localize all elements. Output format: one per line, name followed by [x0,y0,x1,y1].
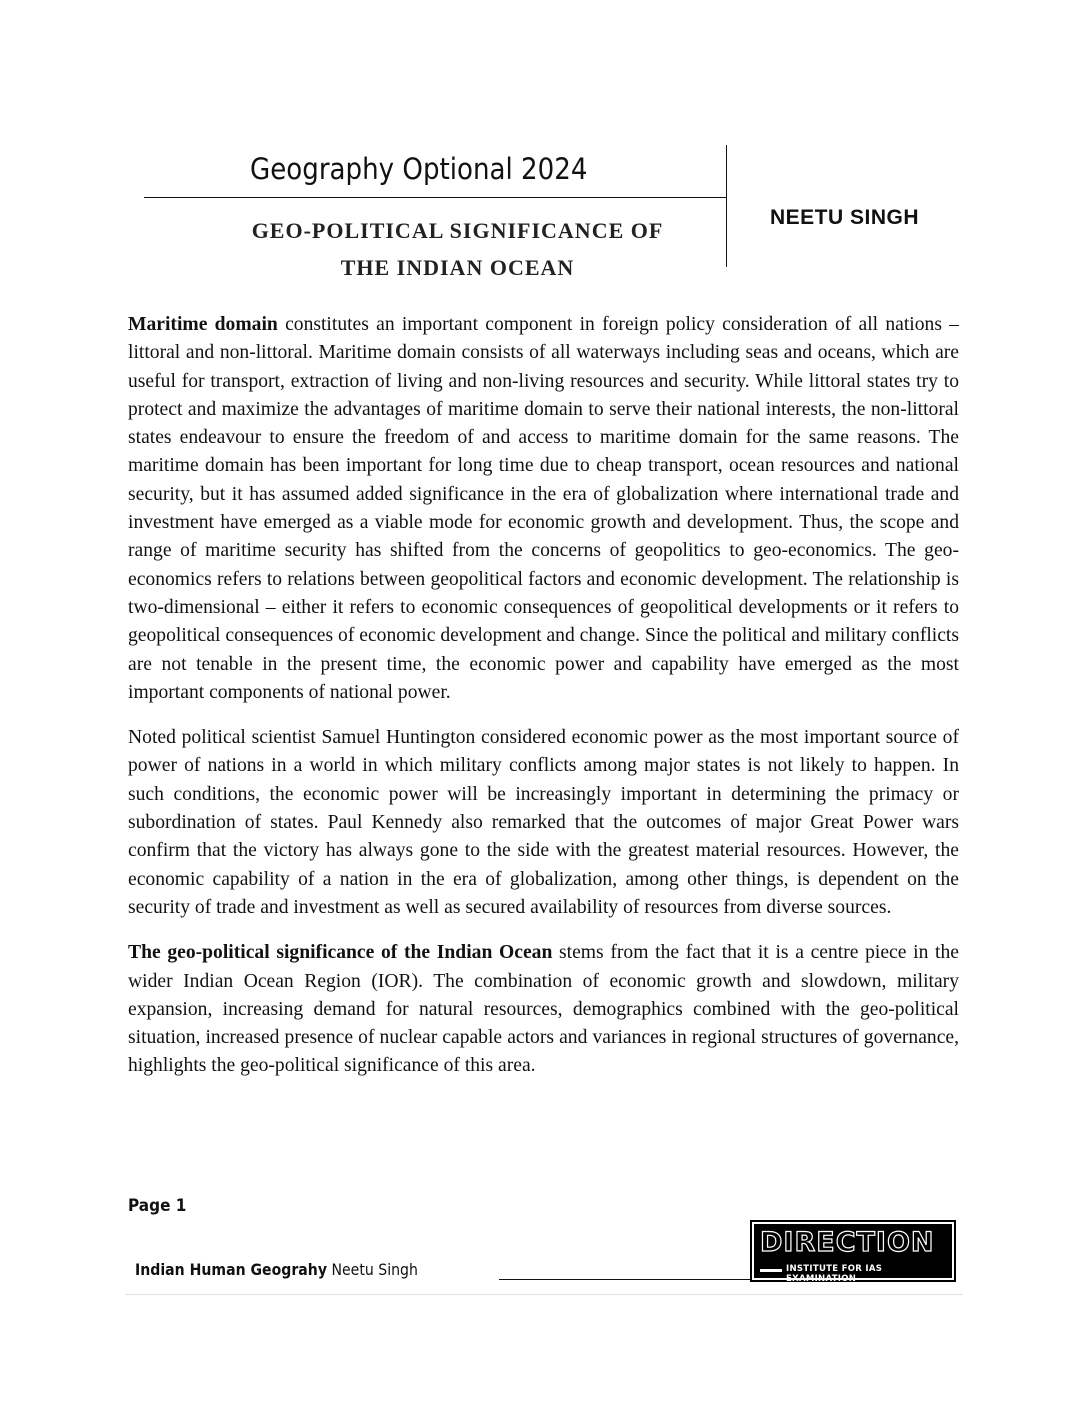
footer-series-bold: Indian Human Geograhy [135,1260,328,1279]
body-text [128,311,959,1098]
document-title: Geography Optional 2024 [250,152,588,186]
logo-bar [760,1269,782,1272]
title-divider [144,197,727,198]
subtitle-line-1: GEO-POLITICAL SIGNIFICANCE OF [251,218,664,243]
page-number: Page 1 [128,1196,187,1216]
header-vertical-divider [726,145,727,267]
paragraph-text: constitutes an important component in foreign policy consideration of all nations – littoral and non-littoral. Maritime domain consists of all waterways including seas and oceans, which are useful for transport, extraction of living and non-living resources and security. While littoral states try to protect and maximize the advantages of maritime domain to serve their national interests, the non-littoral states endeavour to ensure the freedom of and access to maritime domain for the same reasons. The maritime domain has been important for long time due to cheap transport, ocean resources and national security, but it has assumed added significance in the era of globalization where international trade and investment have emerged as a viable mode for economic growth and development. Thus, the scope and range of maritime security has shifted from the concerns of geopolitics to geo-economics. The geo-economics refers to relations between geopolitical factors and economic development. The relationship is two-dimensional – either it refers to economic consequences of geopolitical developments or it refers to geopolitical consequences of economic development and change. Since the political and military conflicts are not tenable in the present time, the economic power and capability have emerged as the most important components of national power. [128,314,959,703]
footer-series-title [135,1260,418,1279]
paragraph-indian-ocean [128,939,959,1080]
footer-series-author: Neetu Singh [327,1260,418,1279]
footer-divider [499,1279,752,1280]
paragraph-lead: The geo-political significance of the Indian Ocean [128,942,553,964]
direction-logo [752,1222,954,1284]
paragraph-text: stems from the fact that it is a centre piece in the wider Indian Ocean Region (IOR). The combination of economic growth and slowdown, military expansion, increasing demand for natural resources, demographics combined with the geo-political situation, increased presence of nuclear capable actors and variances in regional structures of governance, highlights the geo-political significance of this area. [128,942,959,1077]
document-subtitle [200,212,715,286]
page-bottom-rule [125,1294,963,1295]
author-name: NEETU SINGH [770,206,920,229]
logo-wordmark: DIRECTION [760,1227,935,1258]
paragraph-maritime-domain [128,311,959,707]
paragraph-economic-power [128,724,959,922]
subtitle-line-2: THE INDIAN OCEAN [340,255,575,280]
paragraph-text: Noted political scientist Samuel Huntington considered economic power as the most important source of power of nations in a world in which military conflicts among major states is not likely to happen. In such conditions, the economic power will be increasingly important in determining the primacy or subordination of states. Paul Kennedy also remarked that the outcomes of major Great Power wars confirm that the victory has always gone to the side with the greatest material resources. However, the economic capability of a nation in the era of globalization, among other things, is dependent on the security of trade and investment as well as secured availability of resources from diverse sources. [128,727,959,918]
paragraph-lead: Maritime domain [128,314,278,335]
logo-tagline: INSTITUTE FOR IAS EXAMINATION [786,1264,883,1284]
